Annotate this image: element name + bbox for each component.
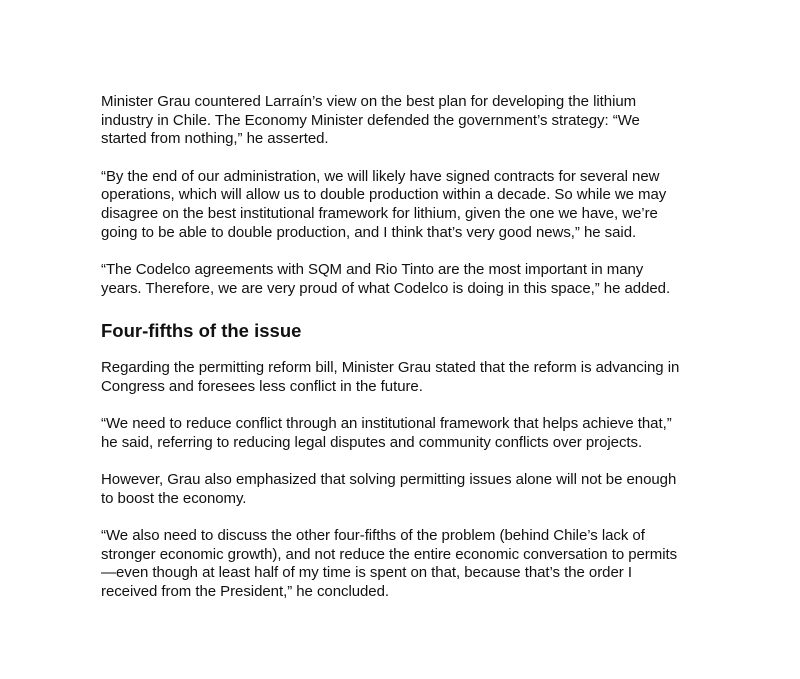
text-line: to boost the economy. (101, 489, 247, 507)
text-line: Minister Grau countered Larraín’s view on the best plan for developing the lithium (101, 93, 637, 110)
text-line: “The Codelco agreements with SQM and Rio Tinto are the most important in many (101, 260, 644, 278)
text-line: operations, which will allow us to double production within a decade. So while we may (101, 186, 667, 204)
text-line: disagree on the best institutional framework for lithium, given the one we have, we’re (101, 205, 658, 223)
text-line: “We also need to discuss the other four-fifths of the problem (behind Chile’s lack of (101, 527, 645, 545)
text-line: “We need to reduce conflict through an institutional framework that helps achieve that,” (101, 415, 672, 433)
paragraph-permitting-reform (101, 359, 721, 396)
text-line: years. Therefore, we are very proud of what Codelco is doing in this space,” he added. (101, 279, 671, 297)
text-line: received from the President,” he concluded. (101, 583, 390, 601)
paragraph-codelco-agreements (101, 261, 721, 298)
text-line: Regarding the permitting reform bill, Minister Grau stated that the reform is advancing in (101, 359, 680, 377)
text-line: “By the end of our administration, we will likely have signed contracts for several new (101, 167, 660, 185)
text-line: started from nothing,” he asserted. (101, 130, 329, 148)
text-line: industry in Chile. The Economy Minister defended the government’s strategy: “We (101, 111, 640, 129)
text-line: However, Grau also emphasized that solving permitting issues alone will not be enough (101, 471, 677, 489)
paragraph-not-enough (101, 471, 721, 508)
paragraph-reduce-conflict (101, 415, 721, 452)
text-line: he said, referring to reducing legal disputes and community conflicts over projects. (101, 433, 643, 451)
text-line: stronger economic growth), and not reduce the entire economic conversation to permits (101, 545, 678, 563)
article-body (101, 93, 721, 602)
section-four-fifths (101, 359, 721, 602)
text-line: going to be able to double production, and I think that’s very good news,” he said. (101, 223, 637, 241)
text-line: —even though at least half of my time is spent on that, because that’s the order I (101, 564, 632, 582)
paragraph-four-fifths-quote (101, 527, 721, 602)
section-lithium (101, 93, 721, 298)
section-heading: Four-fifths of the issue (101, 320, 302, 342)
paragraph-double-production (101, 168, 721, 243)
paragraph-grau-counters (101, 93, 721, 149)
text-line: Congress and foresees less conflict in the future. (101, 378, 423, 396)
